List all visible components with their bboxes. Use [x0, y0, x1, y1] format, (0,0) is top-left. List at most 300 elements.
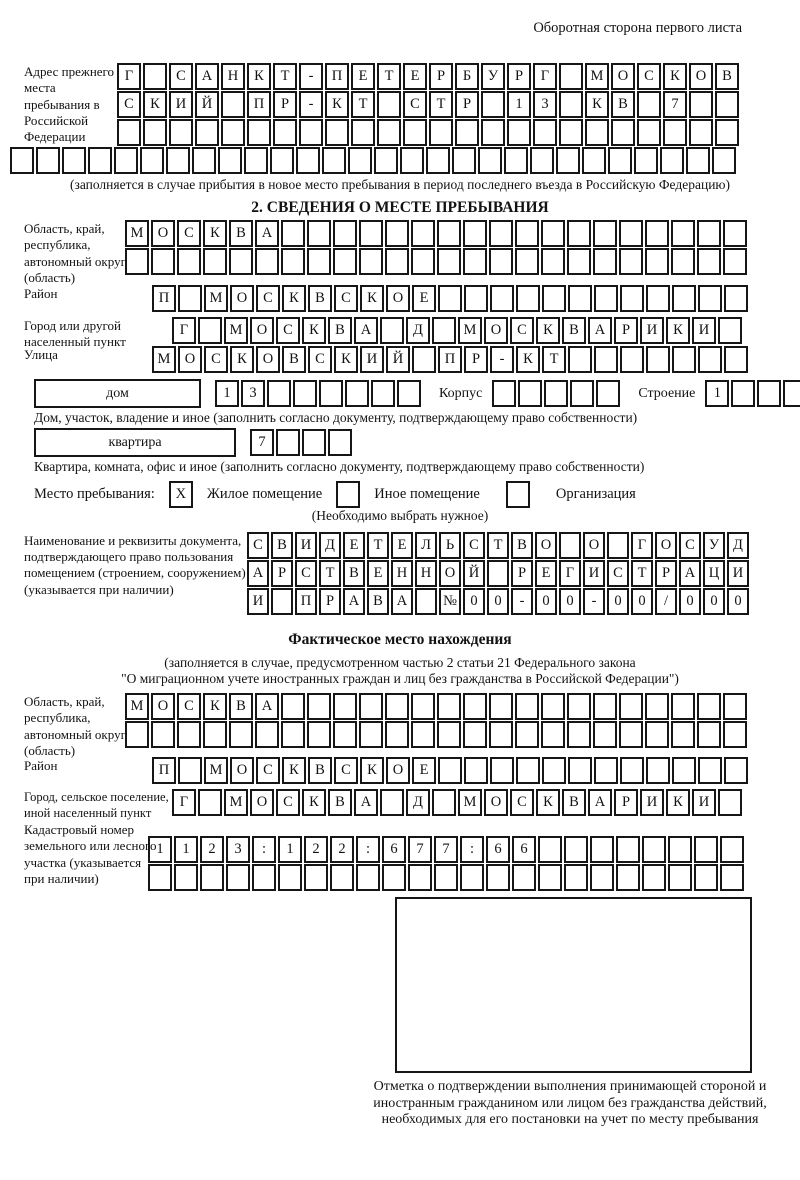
char-box[interactable]: [198, 789, 222, 816]
char-box[interactable]: [567, 248, 591, 275]
char-box[interactable]: [302, 429, 326, 456]
char-box[interactable]: [348, 147, 372, 174]
char-box[interactable]: [516, 757, 540, 784]
char-box[interactable]: [464, 285, 488, 312]
char-box[interactable]: В: [715, 63, 739, 90]
char-box[interactable]: [611, 119, 635, 146]
char-box[interactable]: [544, 380, 568, 407]
char-box[interactable]: С: [295, 560, 317, 587]
char-box[interactable]: [660, 147, 684, 174]
char-box[interactable]: В: [271, 532, 293, 559]
char-box[interactable]: [723, 721, 747, 748]
char-box[interactable]: [437, 220, 461, 247]
char-box[interactable]: Т: [319, 560, 341, 587]
char-box[interactable]: С: [308, 346, 332, 373]
char-box[interactable]: У: [703, 532, 725, 559]
char-box[interactable]: [478, 147, 502, 174]
char-box[interactable]: А: [255, 693, 279, 720]
char-box[interactable]: [151, 721, 175, 748]
char-box[interactable]: К: [302, 317, 326, 344]
char-box[interactable]: Й: [386, 346, 410, 373]
char-box[interactable]: А: [255, 220, 279, 247]
char-box[interactable]: 0: [631, 588, 653, 615]
char-box[interactable]: 0: [487, 588, 509, 615]
char-box[interactable]: [564, 836, 588, 863]
char-box[interactable]: [244, 147, 268, 174]
char-box[interactable]: О: [151, 220, 175, 247]
char-box[interactable]: В: [282, 346, 306, 373]
char-box[interactable]: [177, 721, 201, 748]
char-box[interactable]: [247, 119, 271, 146]
char-box[interactable]: [594, 285, 618, 312]
char-box[interactable]: :: [356, 836, 380, 863]
char-box[interactable]: [255, 721, 279, 748]
char-box[interactable]: А: [343, 588, 365, 615]
char-box[interactable]: [143, 119, 167, 146]
char-box[interactable]: С: [247, 532, 269, 559]
char-box[interactable]: К: [302, 789, 326, 816]
char-box[interactable]: И: [640, 789, 664, 816]
char-box[interactable]: 0: [559, 588, 581, 615]
char-box[interactable]: [567, 721, 591, 748]
char-box[interactable]: Р: [319, 588, 341, 615]
char-box[interactable]: Р: [507, 63, 531, 90]
char-box[interactable]: С: [607, 560, 629, 587]
char-box[interactable]: С: [334, 285, 358, 312]
char-box[interactable]: [307, 693, 331, 720]
char-box[interactable]: Й: [463, 560, 485, 587]
char-box[interactable]: С: [276, 789, 300, 816]
char-box[interactable]: [556, 147, 580, 174]
char-box[interactable]: [345, 380, 369, 407]
char-box[interactable]: 0: [727, 588, 749, 615]
char-box[interactable]: К: [282, 757, 306, 784]
char-box[interactable]: Т: [273, 63, 297, 90]
char-box[interactable]: [559, 532, 581, 559]
char-box[interactable]: [293, 380, 317, 407]
char-box[interactable]: [437, 248, 461, 275]
char-box[interactable]: В: [511, 532, 533, 559]
char-box[interactable]: [463, 248, 487, 275]
char-box[interactable]: Е: [535, 560, 557, 587]
char-box[interactable]: 6: [382, 836, 406, 863]
char-box[interactable]: [724, 346, 748, 373]
char-box[interactable]: [276, 429, 300, 456]
char-box[interactable]: 7: [663, 91, 687, 118]
char-box[interactable]: [463, 721, 487, 748]
char-box[interactable]: 3: [241, 380, 265, 407]
char-box[interactable]: Н: [221, 63, 245, 90]
char-box[interactable]: В: [308, 757, 332, 784]
char-box[interactable]: М: [125, 693, 149, 720]
char-box[interactable]: [671, 220, 695, 247]
char-box[interactable]: Д: [406, 789, 430, 816]
char-box[interactable]: [697, 248, 721, 275]
char-box[interactable]: [567, 220, 591, 247]
char-box[interactable]: [689, 119, 713, 146]
char-box[interactable]: [412, 346, 436, 373]
char-box[interactable]: 7: [250, 429, 274, 456]
char-box[interactable]: [568, 346, 592, 373]
char-box[interactable]: [166, 147, 190, 174]
char-box[interactable]: 7: [434, 836, 458, 863]
char-box[interactable]: Г: [172, 317, 196, 344]
char-box[interactable]: К: [325, 91, 349, 118]
char-box[interactable]: [720, 864, 744, 891]
char-box[interactable]: А: [391, 588, 413, 615]
char-box[interactable]: Б: [455, 63, 479, 90]
char-box[interactable]: [715, 119, 739, 146]
char-box[interactable]: О: [250, 317, 274, 344]
char-box[interactable]: [226, 864, 250, 891]
char-box[interactable]: А: [354, 317, 378, 344]
char-box[interactable]: 1: [278, 836, 302, 863]
char-box[interactable]: [481, 91, 505, 118]
char-box[interactable]: Т: [377, 63, 401, 90]
char-box[interactable]: 3: [533, 91, 557, 118]
char-box[interactable]: [645, 248, 669, 275]
char-box[interactable]: [489, 248, 513, 275]
char-box[interactable]: С: [117, 91, 141, 118]
char-box[interactable]: [403, 119, 427, 146]
char-box[interactable]: [464, 757, 488, 784]
char-box[interactable]: [607, 532, 629, 559]
char-box[interactable]: [697, 220, 721, 247]
char-box[interactable]: [515, 693, 539, 720]
char-box[interactable]: [487, 560, 509, 587]
char-box[interactable]: М: [224, 789, 248, 816]
char-box[interactable]: Т: [429, 91, 453, 118]
char-box[interactable]: [518, 380, 542, 407]
char-box[interactable]: [515, 220, 539, 247]
char-box[interactable]: О: [583, 532, 605, 559]
char-box[interactable]: [270, 147, 294, 174]
char-box[interactable]: И: [583, 560, 605, 587]
char-box[interactable]: В: [343, 560, 365, 587]
char-box[interactable]: С: [276, 317, 300, 344]
char-box[interactable]: [400, 147, 424, 174]
char-box[interactable]: К: [360, 757, 384, 784]
char-box[interactable]: [616, 836, 640, 863]
char-box[interactable]: [490, 285, 514, 312]
char-box[interactable]: [585, 119, 609, 146]
char-box[interactable]: Р: [464, 346, 488, 373]
char-box[interactable]: [198, 317, 222, 344]
char-box[interactable]: [672, 757, 696, 784]
char-box[interactable]: [385, 248, 409, 275]
char-box[interactable]: Т: [351, 91, 375, 118]
char-box[interactable]: К: [516, 346, 540, 373]
char-box[interactable]: 1: [705, 380, 729, 407]
char-box[interactable]: [559, 119, 583, 146]
char-box[interactable]: [507, 119, 531, 146]
char-box[interactable]: М: [458, 317, 482, 344]
char-box[interactable]: О: [689, 63, 713, 90]
char-box[interactable]: [452, 147, 476, 174]
char-box[interactable]: [455, 119, 479, 146]
char-box[interactable]: С: [256, 285, 280, 312]
char-box[interactable]: [438, 757, 462, 784]
char-box[interactable]: Р: [273, 91, 297, 118]
char-box[interactable]: [559, 63, 583, 90]
char-box[interactable]: О: [484, 317, 508, 344]
char-box[interactable]: И: [360, 346, 384, 373]
char-box[interactable]: [377, 91, 401, 118]
char-box[interactable]: И: [247, 588, 269, 615]
char-box[interactable]: И: [692, 789, 716, 816]
char-box[interactable]: К: [360, 285, 384, 312]
char-box[interactable]: [62, 147, 86, 174]
char-box[interactable]: Т: [542, 346, 566, 373]
char-box[interactable]: [273, 119, 297, 146]
char-box[interactable]: [697, 693, 721, 720]
char-box[interactable]: [731, 380, 755, 407]
char-box[interactable]: [143, 63, 167, 90]
char-box[interactable]: К: [334, 346, 358, 373]
char-box[interactable]: [538, 864, 562, 891]
char-box[interactable]: Е: [403, 63, 427, 90]
char-box[interactable]: 2: [200, 836, 224, 863]
char-box[interactable]: [582, 147, 606, 174]
char-box[interactable]: И: [295, 532, 317, 559]
char-box[interactable]: №: [439, 588, 461, 615]
char-box[interactable]: М: [585, 63, 609, 90]
char-box[interactable]: П: [325, 63, 349, 90]
char-box[interactable]: [328, 429, 352, 456]
char-box[interactable]: В: [562, 317, 586, 344]
char-box[interactable]: [620, 346, 644, 373]
char-box[interactable]: [637, 91, 661, 118]
char-box[interactable]: [359, 693, 383, 720]
char-box[interactable]: 0: [679, 588, 701, 615]
char-box[interactable]: -: [583, 588, 605, 615]
char-box[interactable]: 0: [535, 588, 557, 615]
char-box[interactable]: [463, 693, 487, 720]
char-box[interactable]: [221, 91, 245, 118]
char-box[interactable]: А: [588, 789, 612, 816]
char-box[interactable]: М: [125, 220, 149, 247]
char-box[interactable]: О: [611, 63, 635, 90]
char-box[interactable]: [698, 285, 722, 312]
char-box[interactable]: Ь: [439, 532, 461, 559]
char-box[interactable]: [333, 693, 357, 720]
char-box[interactable]: [411, 721, 435, 748]
char-box[interactable]: М: [458, 789, 482, 816]
char-box[interactable]: [351, 119, 375, 146]
char-box[interactable]: [530, 147, 554, 174]
char-box[interactable]: Е: [343, 532, 365, 559]
char-box[interactable]: О: [655, 532, 677, 559]
char-box[interactable]: Р: [614, 317, 638, 344]
char-box[interactable]: [221, 119, 245, 146]
char-box[interactable]: Т: [367, 532, 389, 559]
char-box[interactable]: В: [328, 789, 352, 816]
char-box[interactable]: Е: [351, 63, 375, 90]
char-box[interactable]: [541, 220, 565, 247]
char-box[interactable]: [252, 864, 276, 891]
char-box[interactable]: -: [299, 91, 323, 118]
char-box[interactable]: [114, 147, 138, 174]
char-box[interactable]: [177, 248, 201, 275]
char-box[interactable]: С: [177, 220, 201, 247]
char-box[interactable]: 1: [148, 836, 172, 863]
char-box[interactable]: [559, 91, 583, 118]
char-box[interactable]: С: [334, 757, 358, 784]
char-box[interactable]: [619, 721, 643, 748]
char-box[interactable]: К: [247, 63, 271, 90]
char-box[interactable]: О: [178, 346, 202, 373]
char-box[interactable]: [489, 693, 513, 720]
char-box[interactable]: [411, 220, 435, 247]
stay-type-checkbox-residential[interactable]: X: [169, 481, 193, 508]
char-box[interactable]: [594, 346, 618, 373]
char-box[interactable]: Р: [655, 560, 677, 587]
char-box[interactable]: [668, 836, 692, 863]
char-box[interactable]: Е: [367, 560, 389, 587]
char-box[interactable]: [542, 285, 566, 312]
char-box[interactable]: 0: [607, 588, 629, 615]
char-box[interactable]: А: [588, 317, 612, 344]
char-box[interactable]: [385, 693, 409, 720]
char-box[interactable]: [783, 380, 800, 407]
char-box[interactable]: О: [386, 757, 410, 784]
char-box[interactable]: [567, 693, 591, 720]
char-box[interactable]: [642, 864, 666, 891]
char-box[interactable]: [645, 693, 669, 720]
char-box[interactable]: [694, 836, 718, 863]
char-box[interactable]: [594, 757, 618, 784]
char-box[interactable]: [596, 380, 620, 407]
char-box[interactable]: [385, 220, 409, 247]
char-box[interactable]: [307, 248, 331, 275]
char-box[interactable]: [620, 285, 644, 312]
char-box[interactable]: К: [143, 91, 167, 118]
char-box[interactable]: К: [585, 91, 609, 118]
char-box[interactable]: [620, 757, 644, 784]
char-box[interactable]: Д: [406, 317, 430, 344]
char-box[interactable]: [356, 864, 380, 891]
char-box[interactable]: [151, 248, 175, 275]
char-box[interactable]: [382, 864, 406, 891]
char-box[interactable]: [568, 757, 592, 784]
char-box[interactable]: [178, 757, 202, 784]
char-box[interactable]: [489, 220, 513, 247]
char-box[interactable]: [723, 248, 747, 275]
char-box[interactable]: [686, 147, 710, 174]
char-box[interactable]: [218, 147, 242, 174]
char-box[interactable]: 1: [174, 836, 198, 863]
char-box[interactable]: М: [152, 346, 176, 373]
char-box[interactable]: [689, 91, 713, 118]
char-box[interactable]: [437, 693, 461, 720]
char-box[interactable]: [374, 147, 398, 174]
char-box[interactable]: [718, 789, 742, 816]
char-box[interactable]: [203, 248, 227, 275]
char-box[interactable]: [437, 721, 461, 748]
char-box[interactable]: -: [490, 346, 514, 373]
char-box[interactable]: 6: [486, 836, 510, 863]
char-box[interactable]: С: [204, 346, 228, 373]
char-box[interactable]: У: [481, 63, 505, 90]
char-box[interactable]: П: [152, 285, 176, 312]
char-box[interactable]: К: [282, 285, 306, 312]
char-box[interactable]: В: [562, 789, 586, 816]
char-box[interactable]: [645, 721, 669, 748]
char-box[interactable]: [411, 248, 435, 275]
char-box[interactable]: Р: [511, 560, 533, 587]
char-box[interactable]: [492, 380, 516, 407]
char-box[interactable]: [408, 864, 432, 891]
char-box[interactable]: О: [250, 789, 274, 816]
char-box[interactable]: [174, 864, 198, 891]
char-box[interactable]: [438, 285, 462, 312]
char-box[interactable]: 2: [304, 836, 328, 863]
char-box[interactable]: А: [679, 560, 701, 587]
char-box[interactable]: [140, 147, 164, 174]
char-box[interactable]: Р: [429, 63, 453, 90]
char-box[interactable]: В: [229, 220, 253, 247]
char-box[interactable]: М: [204, 757, 228, 784]
char-box[interactable]: С: [510, 317, 534, 344]
char-box[interactable]: 1: [507, 91, 531, 118]
char-box[interactable]: [271, 588, 293, 615]
char-box[interactable]: И: [727, 560, 749, 587]
char-box[interactable]: О: [256, 346, 280, 373]
char-box[interactable]: Ц: [703, 560, 725, 587]
char-box[interactable]: Г: [631, 532, 653, 559]
char-box[interactable]: /: [655, 588, 677, 615]
stay-type-checkbox-other[interactable]: [336, 481, 360, 508]
char-box[interactable]: [723, 220, 747, 247]
char-box[interactable]: [229, 721, 253, 748]
char-box[interactable]: О: [439, 560, 461, 587]
char-box[interactable]: [36, 147, 60, 174]
char-box[interactable]: [541, 693, 565, 720]
char-box[interactable]: [698, 346, 722, 373]
char-box[interactable]: [486, 864, 510, 891]
char-box[interactable]: [515, 721, 539, 748]
char-box[interactable]: [178, 285, 202, 312]
char-box[interactable]: [330, 864, 354, 891]
char-box[interactable]: [333, 220, 357, 247]
char-box[interactable]: [646, 346, 670, 373]
char-box[interactable]: [281, 220, 305, 247]
char-box[interactable]: [380, 317, 404, 344]
char-box[interactable]: [590, 864, 614, 891]
char-box[interactable]: [671, 721, 695, 748]
char-box[interactable]: И: [169, 91, 193, 118]
char-box[interactable]: Е: [412, 285, 436, 312]
char-box[interactable]: -: [299, 63, 323, 90]
char-box[interactable]: 0: [463, 588, 485, 615]
char-box[interactable]: [504, 147, 528, 174]
char-box[interactable]: О: [535, 532, 557, 559]
char-box[interactable]: [619, 248, 643, 275]
char-box[interactable]: [200, 864, 224, 891]
char-box[interactable]: [723, 693, 747, 720]
char-box[interactable]: [10, 147, 34, 174]
char-box[interactable]: [278, 864, 302, 891]
char-box[interactable]: Л: [415, 532, 437, 559]
char-box[interactable]: [88, 147, 112, 174]
char-box[interactable]: С: [510, 789, 534, 816]
char-box[interactable]: [715, 91, 739, 118]
char-box[interactable]: С: [169, 63, 193, 90]
char-box[interactable]: [541, 248, 565, 275]
char-box[interactable]: [460, 864, 484, 891]
char-box[interactable]: С: [403, 91, 427, 118]
char-box[interactable]: С: [256, 757, 280, 784]
